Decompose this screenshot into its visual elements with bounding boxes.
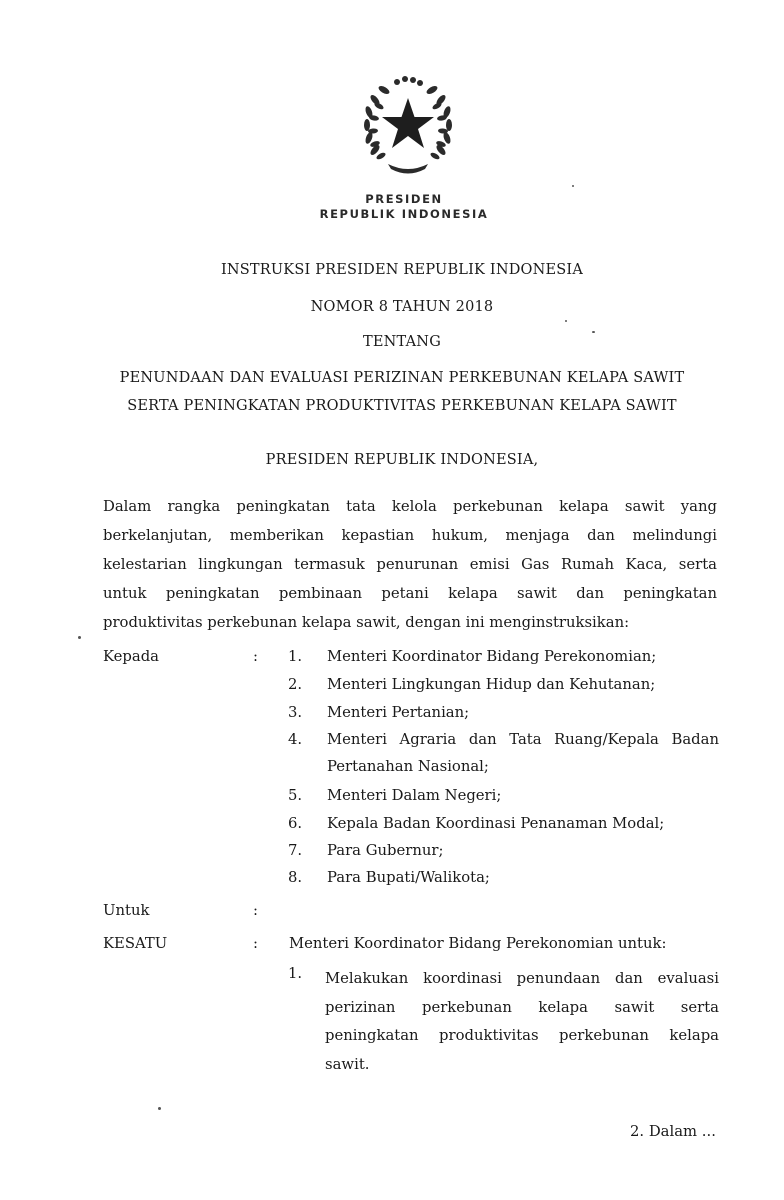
document-about: TENTANG bbox=[363, 334, 441, 350]
list-number: 3. bbox=[288, 704, 303, 721]
document-number: NOMOR 8 TAHUN 2018 bbox=[310, 299, 494, 315]
list-number: 7. bbox=[288, 842, 303, 859]
list-number: 2. bbox=[288, 676, 303, 693]
document-title: INSTRUKSI PRESIDEN REPUBLIK INDONESIA bbox=[220, 262, 584, 278]
kesatu-heading: Menteri Koordinator Bidang Perekonomian untuk: bbox=[289, 935, 667, 952]
scan-speck bbox=[78, 636, 81, 639]
list-item: Menteri Agraria dan Tata Ruang/Kepala Badan bbox=[327, 731, 719, 748]
list-item: Menteri Pertanian; bbox=[327, 704, 470, 721]
intro-line: untuk peningkatan pembinaan petani kelapa sawit dan peningkatan bbox=[103, 585, 717, 602]
list-item: Menteri Dalam Negeri; bbox=[327, 787, 502, 804]
scan-speck bbox=[158, 1107, 161, 1110]
document-subject-line-2: SERTA PENINGKATAN PRODUKTIVITAS PERKEBUNAN KELAPA SAWIT bbox=[127, 398, 677, 414]
list-number: 5. bbox=[288, 787, 303, 804]
kesatu-item-number: 1. bbox=[288, 965, 303, 982]
kesatu-item-text bbox=[325, 965, 719, 1079]
list-number: 6. bbox=[288, 815, 303, 832]
scan-speck bbox=[565, 320, 567, 322]
header-republic: REPUBLIK INDONESIA bbox=[319, 207, 489, 221]
document-subject-line-1: PENUNDAAN DAN EVALUASI PERIZINAN PERKEBUNAN KELAPA SAWIT bbox=[119, 370, 685, 386]
presidential-emblem-icon bbox=[353, 70, 463, 180]
list-item-continuation: Pertanahan Nasional; bbox=[327, 758, 489, 775]
list-number: 4. bbox=[288, 731, 303, 748]
untuk-colon: : bbox=[253, 902, 258, 919]
kesatu-colon: : bbox=[253, 935, 258, 952]
kesatu-item-line: Melakukan koordinasi penundaan dan evaluasi bbox=[325, 970, 719, 987]
kepada-colon: : bbox=[253, 648, 258, 665]
intro-paragraph bbox=[103, 492, 717, 637]
list-item: Menteri Koordinator Bidang Perekonomian; bbox=[327, 648, 657, 665]
page-continuation: 2. Dalam ... bbox=[630, 1123, 716, 1140]
kesatu-label: KESATU bbox=[103, 935, 168, 952]
intro-line: berkelanjutan, memberikan kepastian hukum, menjaga dan melindungi bbox=[103, 527, 717, 544]
untuk-label: Untuk bbox=[103, 902, 150, 919]
list-item: Menteri Lingkungan Hidup dan Kehutanan; bbox=[327, 676, 656, 693]
intro-line: kelestarian lingkungan termasuk penurunan emisi Gas Rumah Kaca, serta bbox=[103, 556, 717, 573]
header-president: PRESIDEN bbox=[365, 192, 443, 206]
list-item: Para Gubernur; bbox=[327, 842, 444, 859]
list-item: Para Bupati/Walikota; bbox=[327, 869, 490, 886]
kesatu-item-line: perizinan perkebunan kelapa sawit serta bbox=[325, 998, 719, 1016]
scan-speck bbox=[592, 331, 595, 333]
list-item: Kepala Badan Koordinasi Penanaman Modal; bbox=[327, 815, 665, 832]
kesatu-item-line: peningkatan produktivitas perkebunan kelapa bbox=[325, 1027, 719, 1044]
list-number: 8. bbox=[288, 869, 303, 886]
kepada-label: Kepada bbox=[103, 648, 160, 665]
list-number: 1. bbox=[288, 648, 303, 665]
scan-speck bbox=[572, 185, 574, 187]
issuer-heading: PRESIDEN REPUBLIK INDONESIA, bbox=[265, 452, 539, 468]
kesatu-item-line: sawit. bbox=[325, 1055, 370, 1073]
intro-line: produktivitas perkebunan kelapa sawit, dengan ini menginstruksikan: bbox=[103, 614, 630, 631]
intro-line: Dalam rangka peningkatan tata kelola perkebunan kelapa sawit yang bbox=[103, 498, 717, 515]
